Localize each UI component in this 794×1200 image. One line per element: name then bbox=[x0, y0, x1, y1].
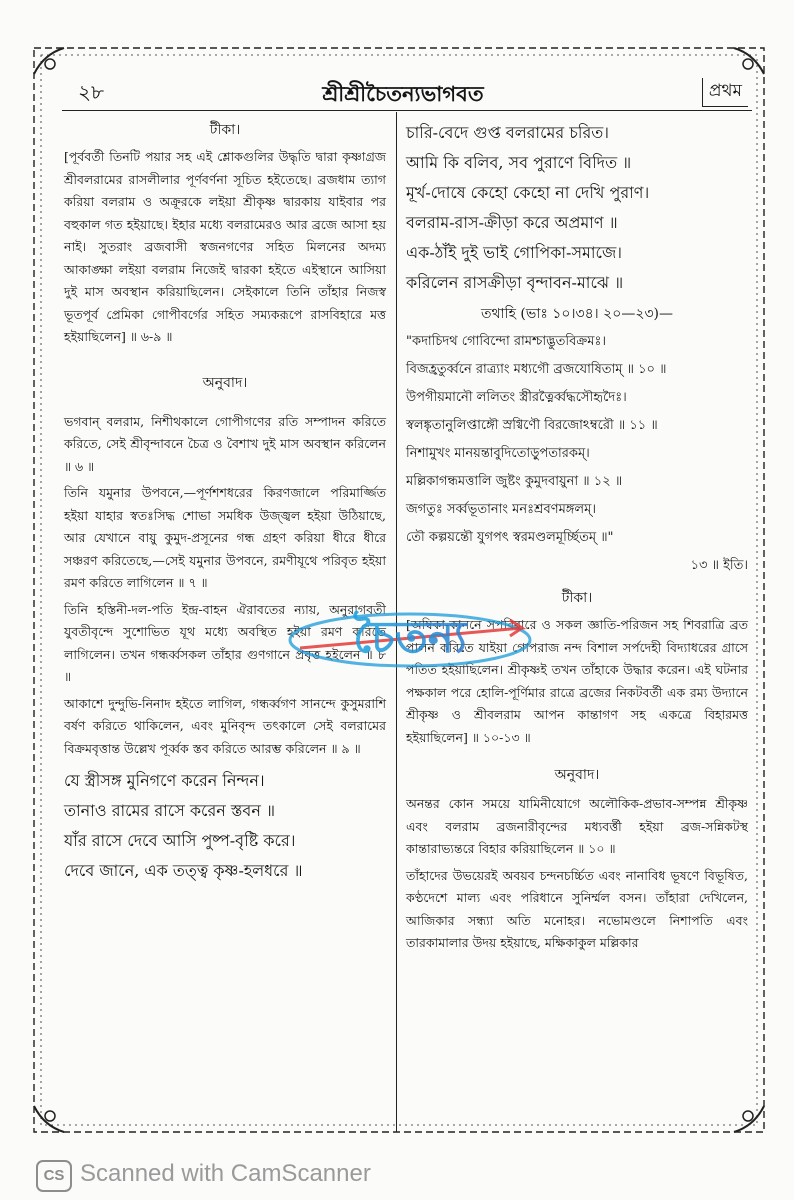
translation-paragraph: ভগবান্ বলরাম, নিশীথকালে গোপীগণের রতি সম্পাদন করিতে করিতে, সেই শ্রীবৃন্দাবনে চৈত্র ও বৈশাখ দুই মাস অবস্থান করিলেন ॥ ৬ ॥ bbox=[64, 413, 386, 474]
watermark-logo bbox=[260, 590, 560, 680]
verse-line: তানাও রামের রাসে করেন স্তবন ॥ bbox=[64, 801, 276, 820]
tika-text: [অম্বিকা-কাননে সপরিবারে ও সকল জ্ঞাতি-পরিজন সহ শিবরাত্রি ব্রত পালন করিতে যাইয়া গোপরাজ নন্দ বিশাল সর্পদেহী বিদ্যাধরের গ্রাসে পতিত হইয়াছিলেন। শ্রীকৃষ্ণই তখন তাঁহাকে উদ্ধার করেন। এই ঘটনার পক্ষকাল পরে হোলি-পূর্ণিমার রাত্রে ব্রজের নিকটবর্তী এক রম্য উদ্যানে শ্রীকৃষ্ণ ও শ্রীবলরাম আপন কান্তাগণ সহ একত্রে বিহারমত্ত হইয়াছিলেন] ॥ ১০-১৩ ॥ bbox=[406, 617, 748, 745]
sanskrit-line: নিশামুখং মানয়ন্তাবুদিতোড়ুপতারকম্। bbox=[406, 446, 590, 461]
sanskrit-line: উপগীয়মানৌ ললিতং স্ত্রীরত্নৈর্ব্বদ্ধসৌহৃদৈঃ। bbox=[406, 390, 627, 405]
page-number: ২৮ bbox=[78, 80, 104, 104]
translation-paragraph: তাঁহাদের উভয়েরই অবয়ব চন্দনচর্চ্চিত এবং নানাবিধ ভূষণে বিভূষিত, কণ্ঠদেশে মাল্য এবং পরিধানে সুনির্ম্মল বসন। তাঁহারা দেখিলেন, আজিকার সন্ধ্যা অতি মনোহর। নভোমণ্ডলে নিশাপতি এবং তারকামালার উদয় হইয়াছে, মক্ষিকাকুল মল্লিকার bbox=[406, 867, 748, 950]
section-label: প্রথম bbox=[702, 78, 748, 107]
translation-paragraph: তিনি হস্তিনী-দল-পতি ইন্দ্র-বাহন ঐরাবতের ন্যায়, অনুরাগবতী যুবতীবৃন্দে সুশোভিত যূথ মধ্যে অবস্থিত হইয়া রমণ করিতে লাগিলেন। তখন গন্ধর্ব্বসকল তাঁহার গুণগানে প্রবৃত্ত হইলেন ॥ ৮ ॥ bbox=[64, 601, 386, 684]
anubad-heading: অনুবাদ। bbox=[202, 374, 248, 391]
tika-text: [পূর্ববর্তী তিনটি পয়ার সহ এই শ্লোকগুলির উদ্ধৃতি দ্বারা কৃষ্ণাগ্রজ শ্রীবলরামের রাসলীলার পূর্ণবর্ণনা সূচিত হইতেছে। ব্রজধাম ত্যাগ করিয়া বলরাম ও অক্রূরকে লইয়া শ্রীকৃষ্ণ দ্বারকায় যাইবার পর বহুকাল গত হইয়াছে। ইহার মধ্যে বলরামেরও আর ব্রজে আসা হয় নাই। সুতরাং ব্রজবাসী স্বজনগণের সহিত মিলনের অদম্য আকাঙ্ক্ষা লইয়া বলরাম নিজেই দ্বারকা হইতে এইস্থানে আসিয়া দুই মাস অবস্থান করিয়াছিলেন। সেইকালে তিনি তাঁহার নিজস্ব ভূতপূর্ব প্রেমিকা গোপীবর্গের সহিত সম্যকরূপে রাসবিহারে মত্ত হইয়াছিলেন] ॥ ৬-৯ ॥ bbox=[64, 149, 386, 344]
verse-line: মূর্খ-দোষে কেহো কেহো না দেখি পুরাণ। bbox=[406, 183, 650, 202]
reference-heading: তথাহি (ভাঃ ১০।৩৪। ২০—২৩)— bbox=[480, 306, 674, 322]
verse-block bbox=[406, 118, 748, 298]
watermark-text: চৈতন্য bbox=[353, 612, 467, 663]
camscanner-logo: CS bbox=[36, 1160, 72, 1192]
sanskrit-line: তৌ কল্পয়ন্তৌ যুগপৎ স্বরমণ্ডলমূর্চ্ছিতম্ ॥" bbox=[406, 530, 614, 545]
translation-paragraph: তিনি যমুনার উপবনে,—পূর্ণশশধরের কিরণজালে পরিমার্জ্জিত হইয়া যাহার স্বতঃসিদ্ধ শোভা সমধিক উজ্জ্বল হইয়া উঠিয়াছে, আর যেখানে বায়ু কুমুদ-প্রসূনের গন্ধ গ্রহণ করিয়া ধীরে ধীরে সঞ্চরণ করিতেছে,—সেই যমুনার উপবনে, রমণীযূথে পরিবৃত হইয়া রমণ করিতে লাগিলেন ॥ ৭ ॥ bbox=[64, 485, 386, 590]
verse-line: বলরাম-রাস-ক্রীড়া করে অপ্রমাণ ॥ bbox=[406, 213, 618, 232]
verse-line: যাঁর রাসে দেবে আসি পুষ্প-বৃষ্টি করে। bbox=[64, 831, 296, 850]
sanskrit-end: ১৩ ॥ ইতি। bbox=[690, 558, 748, 573]
page-header bbox=[58, 72, 748, 112]
verse-line: করিলেন রাসক্রীড়া বৃন্দাবন-মাঝে ॥ bbox=[406, 273, 624, 292]
verse-line: যে স্ত্রীসঙ্গ মুনিগণে করেন নিন্দন। bbox=[64, 771, 265, 790]
verse-line: আমি কি বলিব, সব পুরাণে বিদিত ॥ bbox=[406, 153, 632, 172]
sanskrit-block bbox=[406, 328, 748, 580]
camscanner-footer bbox=[28, 1152, 448, 1198]
sanskrit-line: জগতুঃ সর্ব্বভূতানাং মনঃশ্রবণমঙ্গলম্। bbox=[406, 502, 596, 517]
anubad-heading: অনুবাদ। bbox=[554, 767, 600, 783]
sanskrit-line: মল্লিকাগন্ধমত্তালি জুষ্টং কুমুদবায়ুনা ॥ ১২ ॥ bbox=[406, 474, 623, 489]
translation-paragraph: আকাশে দুন্দুভি-নিনাদ হইতে লাগিল, গন্ধর্ব্বগণ সানন্দে কুসুমরাশি বর্ষণ করিতে থাকিলেন, এবং মুনিবৃন্দ তৎকালে সেই বলরামের বিক্রমবৃত্তান্ত উল্লেখ পূর্ব্বক স্তব করিতে আরম্ভ করিলেন ॥ ৯ ॥ bbox=[64, 695, 386, 756]
scanned-with-text: Scanned with CamScanner bbox=[80, 1160, 371, 1187]
verse-line: এক-ঠাঁই দুই ভাই গোপিকা-সমাজে। bbox=[406, 243, 623, 262]
sanskrit-line: বিজহ্রতুর্ব্বনে রাত্র্যাং মধ্যগৌ ব্রজযোষিতাম্ ॥ ১০ ॥ bbox=[406, 362, 667, 377]
tika-heading: টীকা। bbox=[561, 590, 593, 606]
verse-line: দেবে জানে, এক তত্ত্ব কৃষ্ণ-হলধরে ॥ bbox=[64, 861, 303, 880]
verse-line: চারি-বেদে গুপ্ত বলরামের চরিত। bbox=[406, 123, 610, 142]
verse-block bbox=[64, 766, 386, 886]
sanskrit-line: "কদাচিদথ গোবিন্দো রামশ্চাদ্ভুতবিক্রমঃ। bbox=[406, 334, 607, 349]
book-title: শ্রীশ্রীচৈতন্যভাগবত bbox=[322, 81, 484, 106]
right-column bbox=[406, 118, 748, 955]
tika-heading: টীকা। bbox=[209, 122, 241, 138]
left-column bbox=[64, 118, 386, 886]
header-rule bbox=[62, 110, 752, 111]
translation-paragraph: অনন্তর কোন সময়ে যামিনীযোগে অলৌকিক-প্রভাব-সম্পন্ন শ্রীকৃষ্ণ এবং বলরাম ব্রজনারীবৃন্দের মধ্যবর্ত্তী হইয়া ব্রজ-সন্নিকটস্থ কান্তারাভ্যন্তরে বিহার করিয়াছিলেন ॥ ১০ ॥ bbox=[406, 796, 748, 856]
sanskrit-line: স্বলঙ্কৃতানুলিপ্তাঙ্গৌ স্রগ্বিণৌ বিরজোঽম্বরৌ ॥ ১১ ॥ bbox=[406, 418, 658, 433]
